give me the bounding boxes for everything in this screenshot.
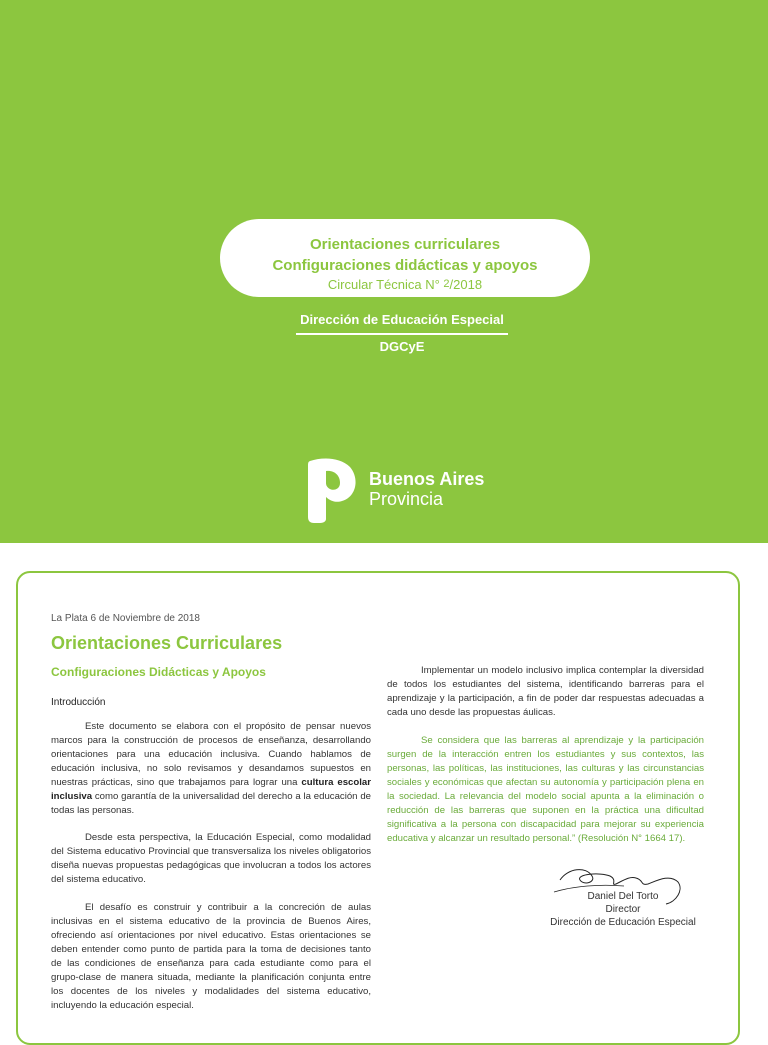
intro-heading: Introducción bbox=[51, 697, 106, 708]
document-title: Orientaciones Curriculares bbox=[51, 633, 283, 653]
signer-block bbox=[528, 890, 718, 929]
circular-prefix: Circular Técnica N° bbox=[327, 277, 440, 292]
buenos-aires-logo bbox=[306, 457, 506, 527]
province-logo-icon bbox=[306, 457, 358, 523]
quote-text: Se considera que las barreras al aprendizaje y la participación surgen de la interacción entren los estudiantes y sus contextos, las personas, las políticas, las instituciones, las culturas y las circunstancias sociales y económicas que afectan su autonomía y participación plena en la sociedad. La relevancia del modelo social apunta a la eliminación o reducción de las barreras que suponen en la práctica una dificultad significativa a la persona con discapacidad para mejorar su experiencia educativa y alcanzar un resultado personal.” (Resolución N° 1664 17). bbox=[387, 735, 704, 844]
paragraph-2 bbox=[51, 831, 371, 887]
cover-title-line1: Orientaciones curriculares bbox=[309, 236, 501, 253]
paragraph-1-text-a: Este documento se elabora con el propósito de pensar nuevos marcos para la construcción de procesos de enseñanza, desarrollando orientaciones para una educación inclusiva. Cuando hablamos de educación inclusiva, no solo revisamos y desandamos supuestos en nuestras prácticas, sino que trabajamos para lograr una bbox=[51, 721, 371, 788]
paragraph-2-text: Desde esta perspectiva, la Educación Especial, como modalidad del Sistema educativo Provincial que transversaliza los niveles obligatorios diseña nuevas propuestas pedagógicas que involucran a todos los actores del sistema educativo. bbox=[51, 832, 371, 885]
org-label: DGCyE bbox=[379, 339, 425, 354]
paragraph-1-bold: cultura escolar inclusiva bbox=[51, 777, 371, 802]
paragraph-3-text: El desafío es construir y contribuir a la concreción de aulas inclusivas en el sistema educativo de la provincia de Buenos Aires, ofreciendo así orientaciones por nivel educativo. Estas orientaciones se deben entender como punto de partida para la toma de decisiones tanto de las condiciones de enseñanza para cada estudiante como para el grupo-clase de manera situada, mediante la planificación conjunta entre los docentes de los niveles y modalidades del sistema educativo, incluyendo la educación especial. bbox=[51, 902, 371, 1011]
paragraph-3 bbox=[51, 901, 371, 1013]
signer-office: Dirección de Educación Especial bbox=[550, 917, 696, 928]
circular-label bbox=[220, 276, 590, 293]
document-date: La Plata 6 de Noviembre de 2018 bbox=[51, 613, 200, 624]
paragraph-1 bbox=[51, 720, 371, 818]
logo-text-line1: Buenos Aires bbox=[369, 469, 485, 489]
logo-text-line2: Provincia bbox=[369, 489, 444, 509]
signer-name: Daniel Del Torto bbox=[587, 891, 659, 902]
quote-block bbox=[387, 734, 704, 846]
circular-number: 2 bbox=[443, 278, 450, 290]
signer-role: Director bbox=[605, 904, 641, 915]
direction-label: Dirección de Educación Especial bbox=[296, 311, 508, 335]
paragraph-4-text: Implementar un modelo inclusivo implica contemplar la diversidad de todos los estudiantes del sistema, identificando barreras para el aprendizaje y la participación, a fin de poder dar respuestas adecuadas a cada uno desde las propuestas áulicas. bbox=[387, 665, 704, 718]
paragraph-4 bbox=[387, 664, 704, 720]
cover-title-line2: Configuraciones didácticas y apoyos bbox=[272, 257, 538, 274]
circular-year: /2018 bbox=[449, 277, 483, 292]
title-pill bbox=[220, 219, 590, 297]
document-subtitle: Configuraciones Didácticas y Apoyos bbox=[51, 665, 266, 679]
paragraph-1-text-b: como garantía de la universalidad del derecho a la educación de todas las personas. bbox=[51, 791, 371, 816]
